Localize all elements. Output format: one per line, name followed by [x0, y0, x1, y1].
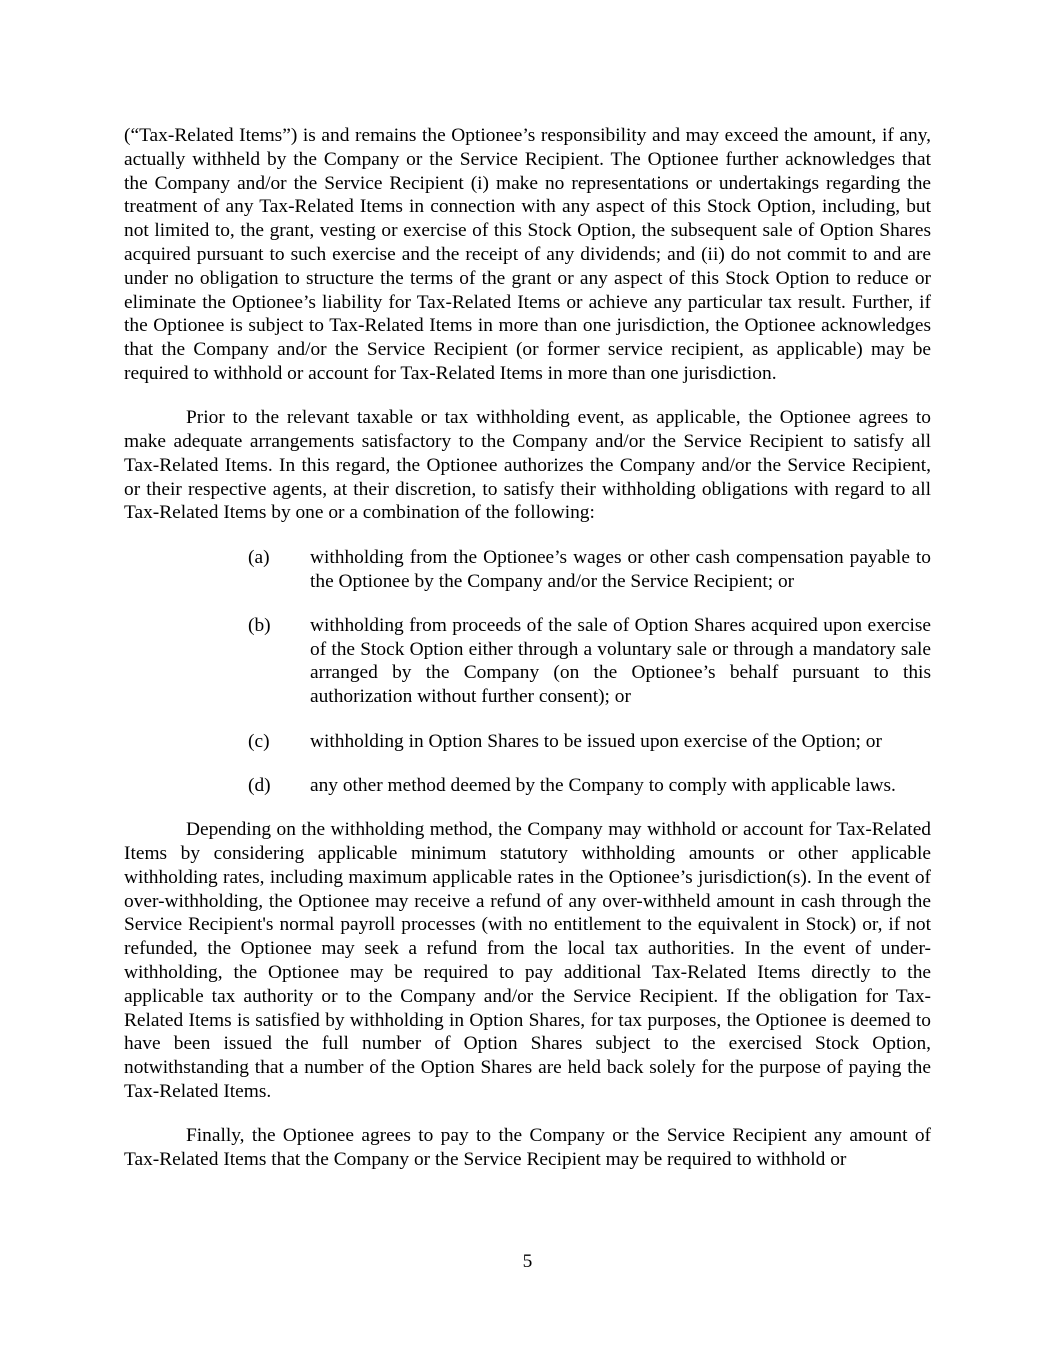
paragraph-finally: Finally, the Optionee agrees to pay to the Company or the Service Recipient any amount of Tax-Related Items that the Company or the Service Recipient may be required to withhold or [124, 1125, 931, 1170]
list-item-text: withholding from proceeds of the sale of Option Shares acquired upon exercise of the Stock Option either through a voluntary sale or through a mandatory sale arranged by the Company (on the Optionee’s behalf pursuant to this authorization without further consent); or [310, 614, 931, 708]
paragraph-withholding-arrangements: Prior to the relevant taxable or tax withholding event, as applicable, the Optionee agrees to make adequate arrangements satisfactory to the Company and/or the Service Recipient to satisfy all Tax-Related Items. In this regard, the Optionee authorizes the Company and/or the Service Recipient, or their respective agents, at their discretion, to satisfy their withholding obligations with regard to all Tax-Related Items by one or a combination of the following: [124, 407, 931, 524]
list-item [248, 730, 931, 754]
paragraph-tax-responsibility: (“Tax-Related Items”) is and remains the Optionee’s responsibility and may exceed the amount, if any, actually withheld by the Company or the Service Recipient. The Optionee further acknowledges that the Company and/or the Service Recipient (i) make no representations or undertakings regarding the treatment of any Tax-Related Items in connection with any aspect of this Stock Option, including, but not limited to, the grant, vesting or exercise of this Stock Option, the subsequent sale of Option Shares acquired pursuant to such exercise and the receipt of any dividends; and (ii) do not commit to and are under no obligation to structure the terms of the grant or any aspect of this Stock Option to reduce or eliminate the Optionee’s liability for Tax-Related Items or achieve any particular tax result. Further, if the Optionee is subject to Tax-Related Items in more than one jurisdiction, the Optionee acknowledges that the Company and/or the Service Recipient (or former service recipient, as applicable) may be required to withhold or account for Tax-Related Items in more than one jurisdiction. [124, 125, 931, 384]
withholding-methods-list [124, 546, 931, 798]
list-item-label: (c) [248, 730, 270, 752]
list-item [248, 774, 931, 798]
list-item-text: withholding from the Optionee’s wages or other cash compensation payable to the Optionee by the Company and/or the Service Recipient; or [310, 546, 931, 592]
list-item-text: withholding in Option Shares to be issued upon exercise of the Option; or [310, 730, 882, 752]
list-item-text: any other method deemed by the Company to comply with applicable laws. [310, 774, 896, 796]
list-item [248, 614, 931, 709]
list-item-label: (d) [248, 774, 271, 796]
list-item-label: (b) [248, 614, 271, 636]
page-number: 5 [522, 1251, 533, 1272]
paragraph-withholding-method: Depending on the withholding method, the Company may withhold or account for Tax-Related Items by considering applicable minimum statutory withholding amounts or other applicable withholding rates, including maximum applicable rates in the Optionee’s jurisdiction(s). In the event of over-withholding, the Optionee may receive a refund of any over-withheld amount in cash through the Service Recipient's normal payroll processes (with no entitlement to the equivalent in Stock) or, if not refunded, the Optionee may seek a refund from the local tax authorities. In the event of under-withholding, the Optionee may be required to pay additional Tax-Related Items directly to the applicable tax authority or to the Company and/or the Service Recipient. If the obligation for Tax-Related Items is satisfied by withholding in Option Shares, for tax purposes, the Optionee is deemed to have been issued the full number of Option Shares subject to the exercised Stock Option, notwithstanding that a number of the Option Shares are held back solely for the purpose of paying the Tax-Related Items. [124, 819, 931, 1102]
list-item-label: (a) [248, 546, 270, 568]
document-page [124, 124, 931, 1172]
list-item [248, 546, 931, 594]
